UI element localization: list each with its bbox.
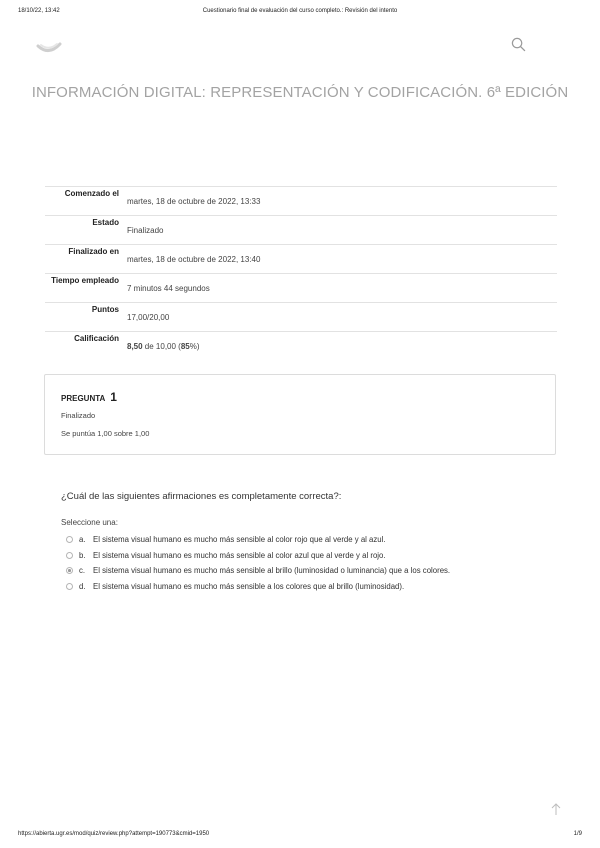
summary-label: Estado [45, 216, 125, 245]
grade-percent: 85 [180, 342, 190, 351]
grade-out-of: de 10,00 ( [142, 342, 181, 351]
radio-button[interactable] [66, 552, 73, 559]
print-header [18, 8, 582, 20]
question-text: ¿Cuál de las siguientes afirmaciones es completamente correcta?: [61, 491, 342, 502]
answer-prompt: Seleccione una: [61, 518, 118, 527]
summary-label: Finalizado en [45, 245, 125, 274]
option-text: El sistema visual humano es mucho más sensible al brillo (luminosidad o luminancia) que a los colores. [93, 566, 451, 576]
summary-row-grade [45, 332, 557, 361]
radio-button[interactable] [66, 536, 73, 543]
question-grade: Se puntúa 1,00 sobre 1,00 [61, 429, 150, 438]
radio-button-selected[interactable] [66, 567, 73, 574]
option-letter: c. [79, 566, 86, 576]
question-heading [61, 390, 117, 404]
attempt-summary-table [45, 186, 557, 360]
summary-value: 7 minutos 44 segundos [125, 274, 557, 303]
summary-row-points [45, 303, 557, 332]
option-text: El sistema visual humano es mucho más sensible al color rojo que al verde y al azul. [93, 535, 386, 545]
summary-label: Comenzado el [45, 187, 125, 216]
summary-value: Finalizado [125, 216, 557, 245]
print-page-number: 1/9 [573, 831, 582, 837]
back-to-top-arrow-icon[interactable] [550, 802, 562, 816]
option-letter: b. [79, 550, 86, 560]
option-text: El sistema visual humano es mucho más sensible a los colores que al brillo (luminosidad). [93, 581, 405, 591]
summary-label: Calificación [45, 332, 125, 361]
summary-value: martes, 18 de octubre de 2022, 13:40 [125, 245, 557, 274]
summary-row-finished [45, 245, 557, 274]
question-label: PREGUNTA [61, 394, 105, 403]
summary-row-time [45, 274, 557, 303]
print-date: 18/10/22, 13:42 [18, 8, 60, 14]
option-letter: a. [79, 535, 86, 545]
answer-option-b[interactable] [66, 548, 450, 564]
answer-option-c[interactable] [66, 563, 450, 579]
summary-value [125, 332, 557, 361]
answer-option-a[interactable] [66, 532, 450, 548]
radio-button[interactable] [66, 583, 73, 590]
question-info-card [44, 374, 556, 455]
summary-value: 17,00/20,00 [125, 303, 557, 332]
summary-label: Tiempo empleado [45, 274, 125, 303]
search-icon[interactable] [511, 37, 526, 52]
option-letter: d. [79, 581, 86, 591]
question-number: 1 [110, 390, 117, 404]
summary-value: martes, 18 de octubre de 2022, 13:33 [125, 187, 557, 216]
grade-close: %) [189, 342, 200, 351]
summary-label: Puntos [45, 303, 125, 332]
print-page-title: Cuestionario final de evaluación del curso completo.: Revisión del intento [202, 8, 398, 14]
question-state: Finalizado [61, 411, 96, 420]
option-text: El sistema visual humano es mucho más sensible al color azul que al verde y al rojo. [93, 550, 386, 560]
summary-row-state [45, 216, 557, 245]
print-footer [18, 827, 582, 837]
answer-option-d[interactable] [66, 579, 450, 595]
course-title: INFORMACIÓN DIGITAL: REPRESENTACIÓN Y CODIFICACIÓN. 6ª EDICIÓN [31, 84, 569, 101]
grade-score: 8,50 [127, 342, 143, 351]
print-url: https://abierta.ugr.es/mod/quiz/review.php?attempt=190773&cmid=1950 [18, 831, 210, 837]
site-logo[interactable] [36, 40, 62, 56]
summary-row-started [45, 187, 557, 216]
answer-options [66, 532, 450, 594]
